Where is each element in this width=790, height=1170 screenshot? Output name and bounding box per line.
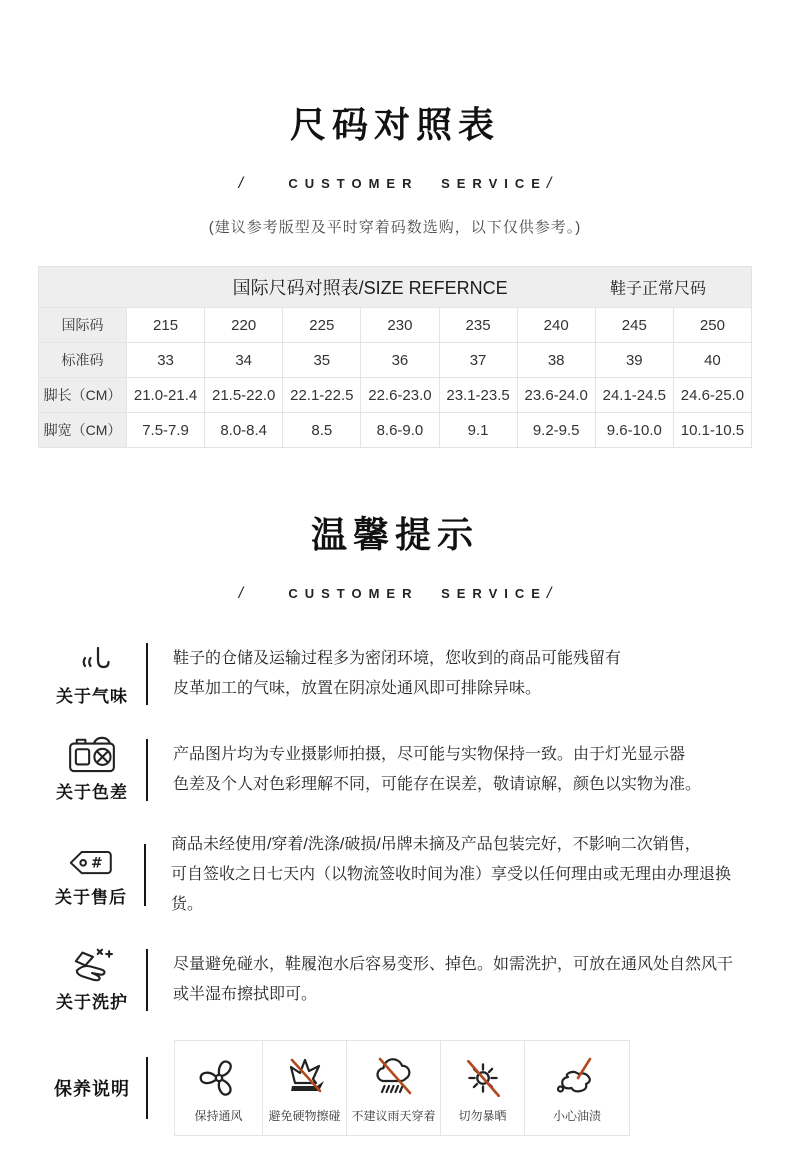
table-row-foot-length xyxy=(39,378,752,413)
table-cell: 39 xyxy=(595,343,673,378)
care-box-no-hard-scratch xyxy=(263,1041,347,1135)
table-cell: 22.1-22.5 xyxy=(283,378,361,413)
subtitle-text: CUSTOMER SERVICE xyxy=(288,586,547,601)
table-cell: 38 xyxy=(517,343,595,378)
tip-label: 关于售后 xyxy=(54,888,127,907)
divider xyxy=(146,949,148,1011)
tag-icon xyxy=(68,842,114,878)
table-row-foot-width xyxy=(39,413,752,448)
table-cell: 8.0-8.4 xyxy=(205,413,283,448)
size-table xyxy=(38,266,752,448)
size-table-header-row xyxy=(39,267,752,308)
table-cell: 250 xyxy=(673,308,751,343)
tip-item-after-sales xyxy=(38,830,752,920)
row-label: 国际码 xyxy=(39,308,127,343)
table-cell: 235 xyxy=(439,308,517,343)
divider xyxy=(144,844,146,906)
table-cell: 24.6-25.0 xyxy=(673,378,751,413)
table-cell: 215 xyxy=(127,308,205,343)
divider xyxy=(146,643,148,705)
tip-label: 关于气味 xyxy=(56,687,128,706)
table-cell: 10.1-10.5 xyxy=(673,413,751,448)
care-label: 保养说明 xyxy=(54,1079,130,1099)
care-box-label: 避免硬物擦碰 xyxy=(268,1108,341,1123)
table-cell: 23.1-23.5 xyxy=(439,378,517,413)
table-cell: 36 xyxy=(361,343,439,378)
no-hard-scratch-icon xyxy=(281,1053,329,1103)
table-cell: 24.1-24.5 xyxy=(595,378,673,413)
size-chart-note: (建议参考版型及平时穿着码数选购，以下仅供参考。) xyxy=(208,219,582,236)
divider xyxy=(146,739,148,801)
left-slash: / xyxy=(238,585,244,602)
care-box-label: 切勿暴晒 xyxy=(458,1108,507,1123)
nose-icon xyxy=(72,641,112,677)
table-cell: 40 xyxy=(673,343,751,378)
table-cell: 22.6-23.0 xyxy=(361,378,439,413)
table-cell: 9.2-9.5 xyxy=(517,413,595,448)
size-chart-title: 尺码对照表 xyxy=(289,104,500,145)
table-cell: 8.5 xyxy=(283,413,361,448)
no-sun-icon xyxy=(460,1053,506,1103)
table-cell: 230 xyxy=(361,308,439,343)
table-row-intl-code xyxy=(39,308,752,343)
table-cell: 9.1 xyxy=(439,413,517,448)
tip-text: 产品图片均为专业摄影师拍摄，尽可能与实物保持一致。由于灯光显示器 色差及个人对色彩理解不同，可能存在误差，敬请谅解，颜色以实物为准。 xyxy=(173,746,702,793)
care-box-no-sun xyxy=(441,1041,525,1135)
row-label: 脚长（CM） xyxy=(39,378,127,413)
table-cell: 33 xyxy=(127,343,205,378)
divider xyxy=(146,1057,148,1119)
tip-text: 尽量避免碰水，鞋履泡水后容易变形、掉色。如需洗护，可放在通风处自然风干 或半湿布擦拭即可。 xyxy=(173,956,734,1003)
left-slash: / xyxy=(238,175,244,192)
tip-item-odor xyxy=(38,638,752,710)
row-label: 脚宽（CM） xyxy=(39,413,127,448)
size-table-title: 国际尺码对照表/SIZE REFERNCE xyxy=(232,278,508,298)
row-label: 标准码 xyxy=(39,343,127,378)
care-boxes xyxy=(174,1040,630,1136)
table-cell: 35 xyxy=(283,343,361,378)
care-box-no-rain xyxy=(347,1041,441,1135)
tip-label: 关于洗护 xyxy=(56,993,128,1012)
table-cell: 220 xyxy=(205,308,283,343)
subtitle-text: CUSTOMER SERVICE xyxy=(288,176,547,191)
no-rain-icon xyxy=(370,1053,418,1103)
care-box-label: 不建议雨天穿着 xyxy=(351,1108,436,1123)
table-cell: 245 xyxy=(595,308,673,343)
tip-item-color-difference xyxy=(38,734,752,806)
right-slash: / xyxy=(546,175,552,192)
table-cell: 240 xyxy=(517,308,595,343)
table-cell: 37 xyxy=(439,343,517,378)
right-slash: / xyxy=(546,585,552,602)
fan-icon xyxy=(196,1053,242,1103)
table-cell: 34 xyxy=(205,343,283,378)
table-cell: 7.5-7.9 xyxy=(127,413,205,448)
tip-text: 鞋子的仓储及运输过程多为密闭环境，您收到的商品可能残留有 皮革加工的气味，放置在阴凉处通风即可排除异味。 xyxy=(173,650,622,697)
table-cell: 21.0-21.4 xyxy=(127,378,205,413)
table-cell: 23.6-24.0 xyxy=(517,378,595,413)
tip-item-washing xyxy=(38,944,752,1016)
table-cell: 9.6-10.0 xyxy=(595,413,673,448)
care-instructions-row xyxy=(38,1040,752,1136)
table-row-std-code xyxy=(39,343,752,378)
tip-text: 商品未经使用/穿着/洗涤/破损/吊牌未摘及产品包装完好，不影响二次销售， 可自签收之日七天内（以物流签收时间为准）享受以任何理由或无理由办理退换货。 xyxy=(170,836,731,913)
warm-tips-title: 温馨提示 xyxy=(310,514,479,555)
care-box-ventilation xyxy=(175,1041,263,1135)
table-cell: 8.6-9.0 xyxy=(361,413,439,448)
care-box-label: 保持通风 xyxy=(194,1108,243,1123)
camera-icon xyxy=(68,737,116,773)
table-cell: 225 xyxy=(283,308,361,343)
size-table-right-title: 鞋子正常尺码 xyxy=(609,280,706,298)
table-cell: 21.5-22.0 xyxy=(205,378,283,413)
svg-text:#: # xyxy=(90,855,103,872)
warm-tips-subtitle xyxy=(0,585,790,603)
oil-stain-icon xyxy=(552,1053,602,1103)
tip-label: 关于色差 xyxy=(56,783,128,802)
care-box-oil-stain xyxy=(525,1041,629,1135)
care-box-label: 小心油渍 xyxy=(552,1108,601,1123)
wash-icon xyxy=(68,947,116,983)
size-chart-subtitle xyxy=(0,175,790,193)
